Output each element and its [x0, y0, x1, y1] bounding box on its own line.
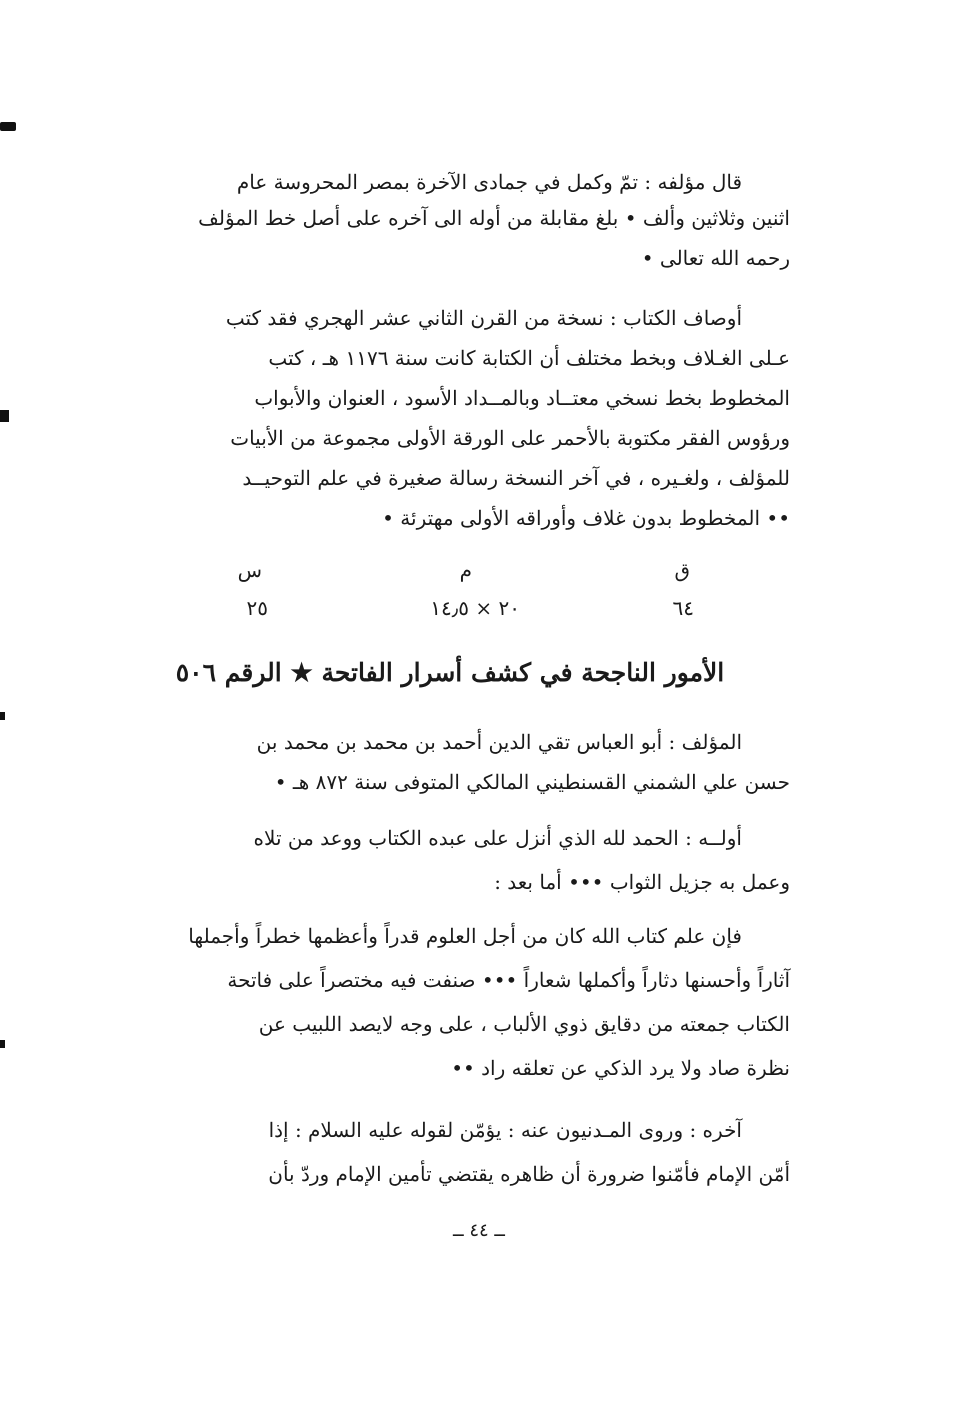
scan-edge-mark	[0, 122, 16, 131]
table-header: م	[459, 558, 472, 582]
text-line: ورؤوس الفقر مكتوبة بالأحمر على الورقة الأولى مجموعة من الأبيات	[230, 426, 790, 450]
author-paragraph	[138, 730, 790, 806]
text-line: قال مؤلفه : تمّ وكمل في جمادى الآخرة بمصر المحروسة عام	[236, 170, 742, 194]
scan-edge-mark	[0, 712, 5, 720]
text-line: أولــه : الحمد لله الذي أنزل على عبده الكتاب ووعد من تلاه	[253, 826, 742, 850]
body-paragraph	[138, 924, 790, 1092]
text-line: اثنين وثلاثين وألف • بلغ مقابلة من أوله الى آخره على أصل خط المؤلف	[198, 206, 790, 230]
scan-edge-mark	[0, 1040, 5, 1048]
colophon-paragraph	[138, 170, 790, 282]
table-header: ق	[674, 558, 690, 582]
table-header: س	[237, 558, 262, 582]
text-line: المؤلف : أبو العباس تقي الدين أحمد بن محمد بن محمد بن	[256, 730, 742, 754]
text-line: آثاراً وأحسنها دثاراً وأكملها شعاراً ••• صنفت فيه مختصراً على فاتحة	[227, 968, 790, 992]
table-cell: ٢٥	[246, 596, 268, 620]
dimensions-table	[230, 558, 700, 628]
description-paragraph	[138, 306, 790, 542]
text-line: وعمل به جزيل الثواب ••• أما بعد :	[494, 870, 790, 894]
text-line: أوصاف الكتاب : نسخة من القرن الثاني عشر الهجري فقد كتب	[225, 306, 742, 330]
text-line: آخره : وروى المـدنيون عنه : يؤمّن لقوله عليه السلام : إذا	[268, 1118, 742, 1142]
section-heading: الأمور الناجحة في كشف أسرار الفاتحة ★ الرقم ٥٠٦	[175, 658, 725, 687]
text-line: حسن علي الشمني القسنطيني المالكي المتوفى سنة ٨٧٢ هـ •	[274, 770, 790, 794]
text-line: المخطوط بخط نسخي معتــاد وبالمــداد الأسود ، العنوان والأبواب	[254, 386, 790, 410]
text-line: فإن علم كتاب الله كان من أجل العلوم قدراً وأعظمها خطراً وأجملها	[188, 924, 742, 948]
incipit-paragraph	[138, 826, 790, 906]
text-line: عـلى الغـلاف وبخط مختلف أن الكتابة كانت سنة ١١٧٦ هـ ، كتب	[268, 346, 790, 370]
text-line: الكتاب جمعته من دقايق ذوي الألباب ، على وجه لايصد اللبيب عن	[258, 1012, 790, 1036]
text-line: •• المخطوط بدون غلاف وأوراقه الأولى مهترئة •	[382, 506, 790, 530]
page-number: ــ ٤٤ ــ	[453, 1220, 505, 1241]
text-line: رحمه الله تعالى •	[641, 246, 790, 270]
text-line: أمّن الإمام فأمّنوا ضرورة أن ظاهره يقتضي تأمين الإمام وردّ بأن	[268, 1162, 790, 1186]
table-cell: ٢٠ × ١٤٫٥	[430, 596, 520, 620]
explicit-paragraph	[138, 1118, 790, 1198]
table-cell: ٦٤	[672, 596, 694, 620]
scan-edge-mark	[0, 410, 9, 422]
text-line: للمؤلف ، ولغـيره ، في آخر النسخة رسالة صغيرة في علم التوحيــد	[242, 466, 790, 490]
text-line: نظرة صاد ولا يرد الذكي عن تعلقه راد ••	[451, 1056, 790, 1080]
